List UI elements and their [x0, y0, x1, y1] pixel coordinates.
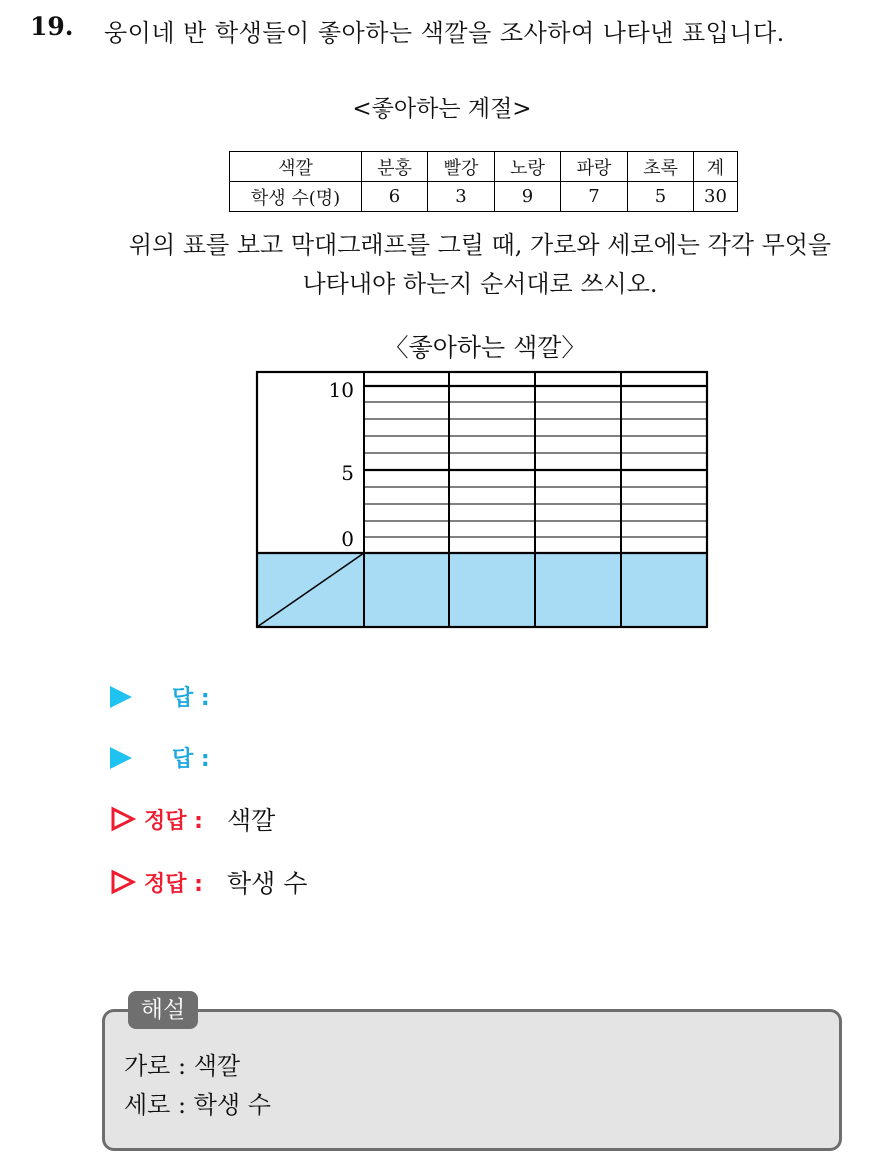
table-cell: 초록 — [628, 152, 694, 182]
solution-line-2: 세로 : 학생 수 — [124, 1091, 271, 1119]
correct-answer-2 — [110, 864, 307, 900]
table-cell: 9 — [495, 182, 561, 212]
table-cell: 30 — [694, 182, 738, 212]
correct-value: 학생 수 — [226, 869, 308, 898]
graph-title: 〈좋아하는 색깔〉 — [383, 333, 587, 362]
question-number: 19. — [30, 12, 74, 41]
table-cell: 파랑 — [561, 152, 628, 182]
red-outline-triangle-icon — [110, 806, 136, 832]
table-row — [230, 152, 738, 182]
table-cell: 6 — [362, 182, 428, 212]
blue-triangle-icon — [110, 686, 132, 708]
blue-triangle-icon — [110, 747, 132, 769]
graph-axis-row — [257, 553, 707, 627]
question-text: 웅이네 반 학생들이 좋아하는 색깔을 조사하여 나타낸 표입니다. — [104, 19, 785, 47]
correct-label: 정답 : — [144, 871, 203, 897]
table-title: <좋아하는 계절> — [352, 96, 532, 122]
table-cell: 색깔 — [230, 152, 362, 182]
red-outline-triangle-icon — [110, 869, 136, 895]
table-cell: 계 — [694, 152, 738, 182]
answer-label: 답 : — [172, 747, 210, 772]
solution-tag: 해설 — [128, 991, 198, 1029]
table-cell: 노랑 — [495, 152, 561, 182]
table-cell: 3 — [428, 182, 495, 212]
table-cell: 7 — [561, 182, 628, 212]
table-row — [230, 182, 738, 212]
correct-answer-1 — [110, 801, 275, 837]
table-cell: 학생 수(명) — [230, 182, 362, 212]
data-table — [229, 151, 738, 212]
answer-blank-2 — [110, 742, 210, 773]
table-cell: 빨강 — [428, 152, 495, 182]
answer-label: 답 : — [172, 686, 210, 711]
y-tick-label: 0 — [341, 527, 354, 551]
y-tick-label: 5 — [341, 461, 354, 485]
correct-value: 색깔 — [226, 806, 276, 835]
y-tick-label: 10 — [328, 378, 354, 402]
correct-label: 정답 : — [144, 808, 203, 834]
instruction-line-2: 나타내야 하는지 순서대로 쓰시오. — [302, 270, 658, 298]
answer-blank-1 — [110, 681, 210, 712]
instruction-line-1: 위의 표를 보고 막대그래프를 그릴 때, 가로와 세로에는 각각 무엇을 — [128, 231, 832, 259]
bar-graph-grid — [250, 365, 715, 635]
solution-line-1: 가로 : 색깔 — [124, 1052, 241, 1080]
table-cell: 5 — [628, 182, 694, 212]
table-cell: 분홍 — [362, 152, 428, 182]
